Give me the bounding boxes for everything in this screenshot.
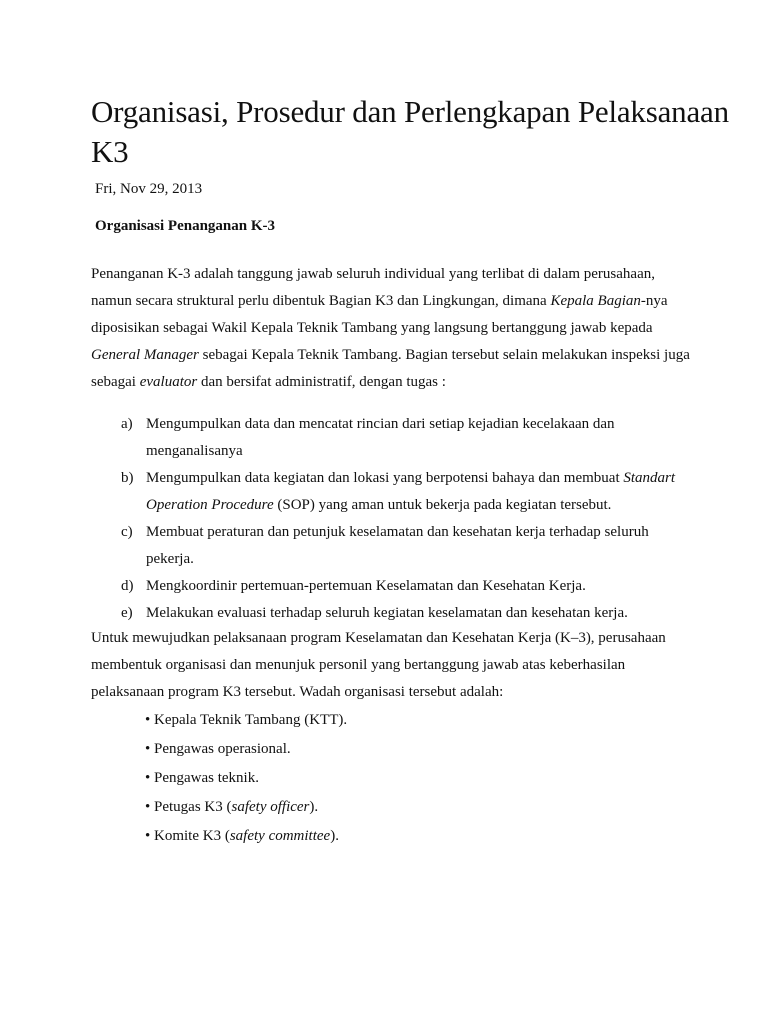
intro-text-2: -nya diposisikan sebagai Wakil Kepala Teknik Tambang yang langsung bertanggung jawab kepada [91, 293, 668, 336]
task-marker: d) [121, 578, 134, 594]
organization-item [145, 706, 347, 735]
task-item [121, 519, 681, 573]
intro-text-3: sebagai Kepala Teknik Tambang. Bagian tersebut selain melakukan inspeksi juga sebagai [91, 347, 690, 390]
task-marker: c) [121, 524, 133, 540]
task-text: Mengumpulkan data kegiatan dan lokasi yang berpotensi bahaya dan membuat [146, 470, 624, 486]
organization-text: Komite K3 ( [154, 828, 230, 844]
task-marker: b) [121, 470, 134, 486]
task-item [121, 411, 681, 465]
organization-text: Kepala Teknik Tambang (KTT). [154, 712, 348, 728]
task-list [121, 411, 681, 627]
task-text-after: (SOP) yang aman untuk bekerja pada kegiatan tersebut. [273, 497, 612, 513]
intro-italic-3: evaluator [139, 374, 198, 390]
task-italic: Standart Operation Procedure [146, 470, 676, 513]
intro-italic-1: Kepala Bagian [550, 293, 641, 309]
organization-list [145, 706, 347, 851]
organization-text-after: ). [309, 799, 319, 815]
organization-text: Petugas K3 ( [154, 799, 232, 815]
organization-text: Pengawas operasional. [154, 741, 291, 757]
organization-item [145, 735, 347, 764]
task-marker: e) [121, 605, 133, 621]
organization-text-after: ). [330, 828, 339, 844]
task-text: Melakukan evaluasi terhadap seluruh kegiatan keselamatan dan kesehatan kerja. [146, 605, 628, 621]
organization-item [145, 793, 347, 822]
intro-paragraph [91, 261, 691, 396]
task-text: Mengumpulkan data dan mencatat rincian dari setiap kejadian kecelakaan dan menganalisanya [146, 416, 615, 459]
intro-text-1: Penanganan K-3 adalah tanggung jawab seluruh individual yang terlibat di dalam perusahaan, namun secara struktural perlu dibentuk Bagian K3 dan Lingkungan, dimana [91, 266, 655, 309]
intro-text-4: dan bersifat administratif, dengan tugas : [197, 374, 446, 390]
organization-italic: safety officer [231, 799, 310, 815]
task-item [121, 600, 681, 627]
organization-paragraph: Untuk mewujudkan pelaksanaan program Keselamatan dan Kesehatan Kerja (K–3), perusahaan membentuk organisasi dan menunjuk personil yang bertanggung jawab atas keberhasilan pelaksanaan program K3 tersebut. Wadah organisasi tersebut adalah: [91, 630, 666, 700]
task-item [121, 465, 681, 519]
publish-date: Fri, Nov 29, 2013 [95, 181, 203, 197]
organization-italic: safety committee [229, 828, 331, 844]
organization-text: Pengawas teknik. [154, 770, 259, 786]
task-text: Membuat peraturan dan petunjuk keselamatan dan kesehatan kerja terhadap seluruh pekerja. [146, 524, 649, 567]
organization-item [145, 764, 347, 793]
task-text: Mengkoordinir pertemuan-pertemuan Keselamatan dan Kesehatan Kerja. [146, 578, 586, 594]
organization-item [145, 822, 347, 851]
section-heading: Organisasi Penanganan K-3 [95, 218, 276, 234]
task-item [121, 573, 681, 600]
task-marker: a) [121, 416, 133, 432]
page-title: Organisasi, Prosedur dan Perlengkapan Pelaksanaan K3 [91, 94, 729, 169]
intro-italic-2: General Manager [91, 347, 199, 363]
